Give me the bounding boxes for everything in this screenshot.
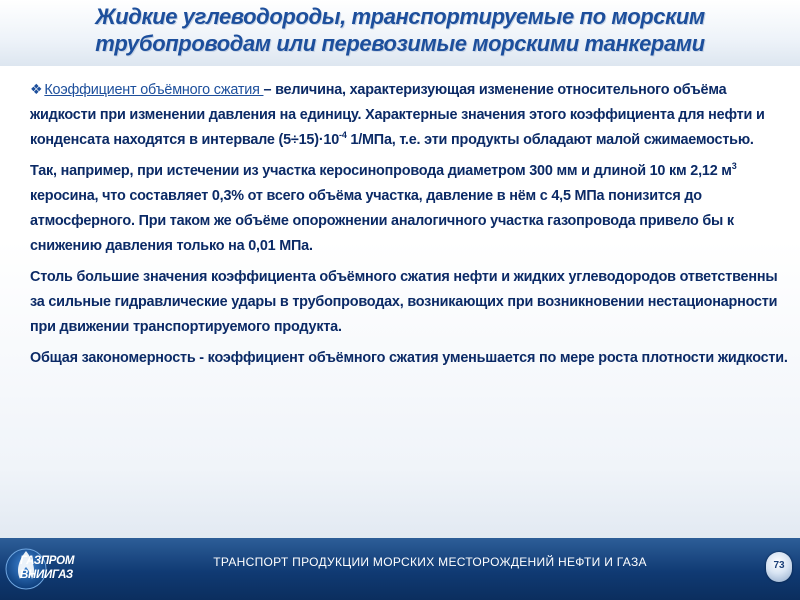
exponent-superscript: -4 [339,130,347,141]
definition-text-b: 1/МПа, т.е. эти продукты обладают малой сжимаемостью. [346,132,754,148]
logo-text [20,554,74,582]
paragraph-consequence: Столь большие значения коэффициента объёмного сжатия нефти и жидких углеводородов ответственны за сильные гидравлические удары в трубопроводах, возникающих при возникновении нестационарности при движении транспортируемого продукта. [30,269,778,335]
term-compressibility-coefficient: Коэффициент объёмного сжатия [44,82,264,98]
slide-title-line-1: Жидкие углеводороды, транспортируемые по морским [95,4,705,29]
course-title: ТРАНСПОРТ ПРОДУКЦИИ МОРСКИХ МЕСТОРОЖДЕНИЙ НЕФТИ И ГАЗА [213,555,647,569]
slide-title [0,3,800,57]
page-number: 73 [773,560,785,571]
slide-body [30,77,788,377]
paragraph-definition [30,77,788,153]
example-text-b: керосина, что составляет 0,3% от всего объёма участка, давление в нём с 4,5 МПа понизится до атмосферного. При таком же объёме опорожнении аналогичного участка газопровода привело бы к снижению давления только на 0,01 МПа. [30,188,734,254]
example-text-a: Так, например, при истечении из участка керосинопровода диаметром 300 мм и длиной 10 км 2,12 м [30,163,732,179]
logo-line-2: ВНИИГАЗ [20,569,73,581]
paragraph-example [30,159,788,259]
slide-title-line-2: трубопроводам или перевозимые морскими танкерами [95,31,705,56]
footer-band [0,538,800,600]
diamond-bullet-icon: ❖ [30,81,43,97]
cubic-superscript: 3 [731,161,737,172]
paragraph-general-rule: Общая закономерность - коэффициент объёмного сжатия уменьшается по мере роста плотности жидкости. [30,350,788,366]
definition-text-a: – величина, характеризующая изменение относительного объёма жидкости при изменении давления на единицу. Характерные значения этого коэффициента для нефти и конденсата находятся в интервале (5÷15)·10 [30,82,765,148]
logo-line-1: ГАЗПРОМ [20,555,75,567]
